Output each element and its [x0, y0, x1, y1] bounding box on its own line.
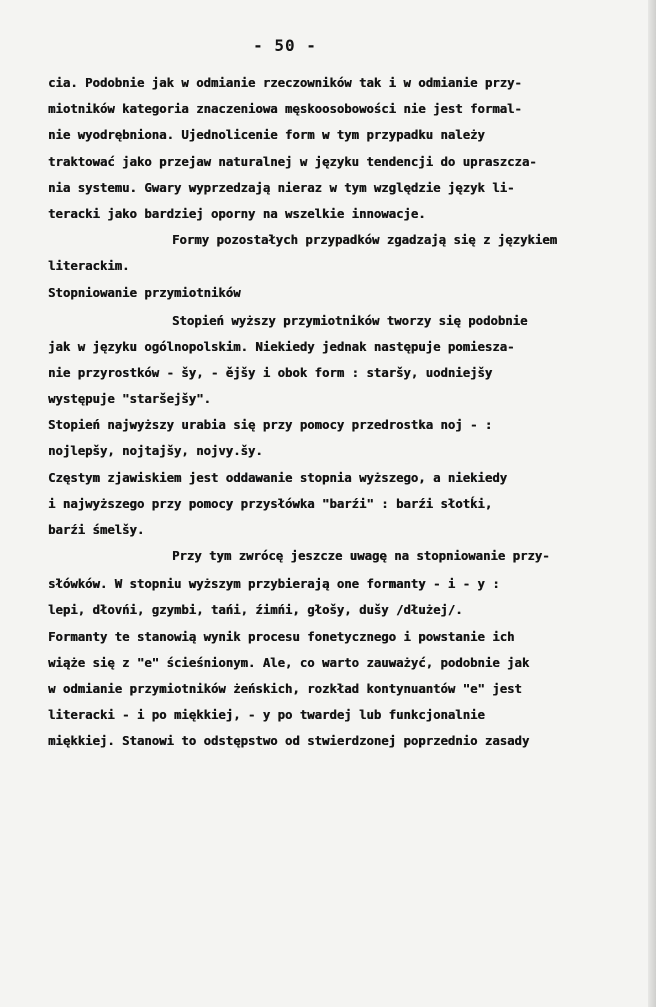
text-line: Częstym zjawiskiem jest oddawanie stopnia wyższego, a niekiedy: [48, 470, 508, 485]
text-line: miękkiej. Stanowi to odstępstwo od stwierdzonej poprzednio zasady: [48, 734, 530, 749]
text-line: i najwyższego przy pomocy przysłówka "barźi" : barźi słotḱi,: [48, 496, 493, 511]
text-line: nia systemu. Gwary wyprzedzają nieraz w tym względzie język li-: [48, 180, 515, 195]
text-line: traktować jako przejaw naturalnej w języku tendencji do upraszcza-: [48, 154, 537, 169]
text-line: barźi śmelšy.: [48, 523, 145, 537]
text-line: literackim.: [48, 259, 130, 274]
text-line: Przy tym zwrócę jeszcze uwagę na stopniowanie przy-: [172, 549, 550, 564]
text-line: Stopień najwyższy urabia się przy pomocy przedrostka noj - :: [48, 418, 493, 433]
text-line: Formy pozostałych przypadków zgadzają się z językiem: [172, 233, 557, 248]
text-line: słówków. W stopniu wyższym przybierają one formanty - i - y :: [48, 577, 500, 592]
text-line: teracki jako bardziej oporny na wszelkie innowacje.: [48, 206, 426, 221]
text-line: Stopień wyższy przymiotników tworzy się podobnie: [172, 313, 528, 328]
text-line: lepi, dłovńi, gzymbi, tańi, źimńi, głošy, dušy /dłużej/.: [48, 603, 463, 618]
text-line: jak w języku ogólnopolskim. Niekiedy jednak następuje pomiesza-: [48, 339, 515, 354]
text-line: nojlepšy, nojtajšy, nojvy.šy.: [48, 444, 263, 459]
text-line: wiąże się z "e" ścieśnionym. Ale, co warto zauważyć, podobnie jak: [48, 655, 530, 670]
text-line: literacki - i po miękkiej, - y po twardej lub funkcjonalnie: [48, 708, 485, 723]
text-line: w odmianie przymiotników żeńskich, rozkład kontynuantów "e" jest: [48, 681, 522, 696]
text-line: Formanty te stanowią wynik procesu fonetycznego i powstanie ich: [48, 629, 515, 644]
text-line: nie wyodrębniona. Ujednolicenie form w tym przypadku należy: [48, 128, 485, 143]
text-line: miotników kategoria znaczeniowa męskoosobowości nie jest formal-: [48, 102, 522, 117]
section-heading: Stopniowanie przymiotników: [48, 285, 241, 300]
text-line: występuje "staršejšy".: [48, 392, 211, 407]
body-text: [48, 70, 648, 755]
text-line: nie przyrostków - šy, - ějšy i obok form : staršy, uodniejšy: [48, 365, 493, 380]
page-number: - 50 -: [253, 36, 317, 55]
page-edge-shadow: [648, 0, 656, 1007]
text-line: cia. Podobnie jak w odmianie rzeczowników tak i w odmianie przy-: [48, 76, 522, 90]
